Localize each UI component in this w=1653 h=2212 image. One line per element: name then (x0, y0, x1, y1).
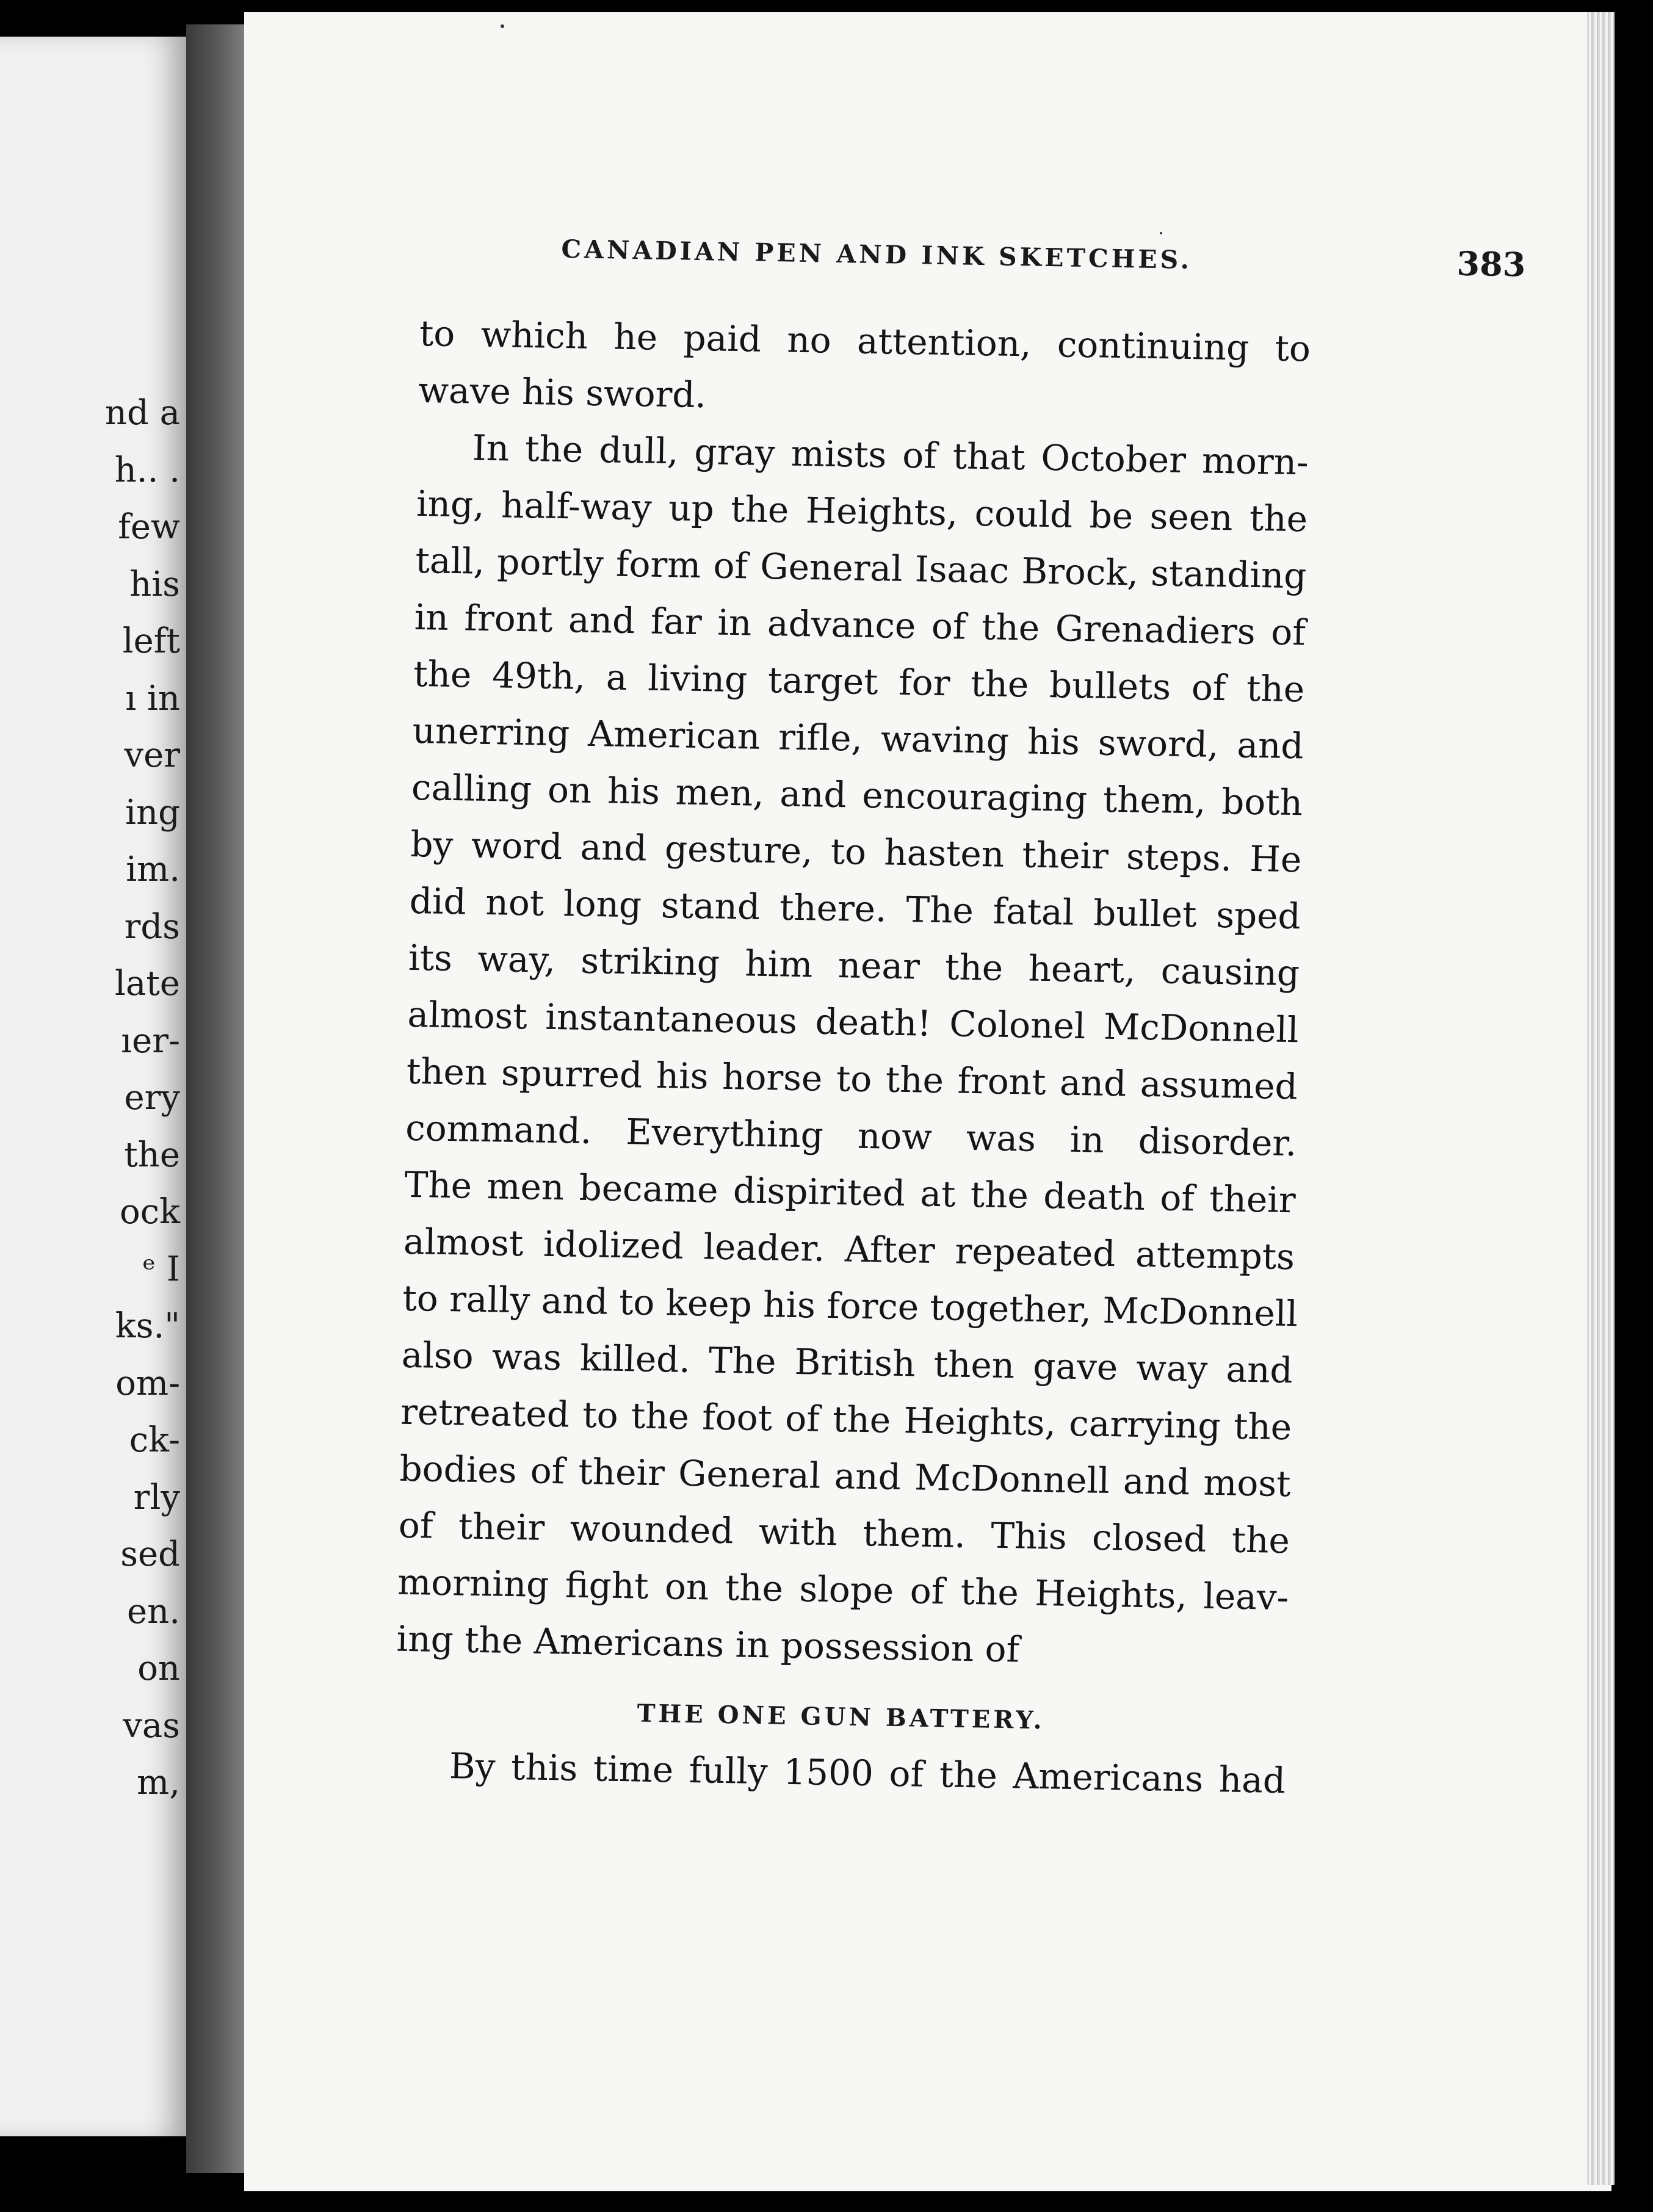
facing-line: ı in (125, 678, 180, 718)
facing-line: on (137, 1649, 180, 1688)
facing-line: his (129, 564, 180, 604)
facing-page-left (0, 37, 186, 2136)
text-line: also was killed. The British then gave way and (401, 1334, 1293, 1392)
running-title: CANADIAN PEN AND INK SKETCHES. (561, 234, 1193, 275)
facing-line: ck- (129, 1420, 180, 1460)
text-line: tall, portly form of General Isaac Brock, standing (415, 539, 1307, 597)
text-line: almost idolized leader. After repeated attempts (403, 1220, 1295, 1278)
text-line: ing, half-way up the Heights, could be seen the (416, 482, 1308, 540)
section-heading: THE ONE GUN BATTERY. (637, 1699, 1045, 1735)
text-line: By this time fully 1500 of the Americans had (449, 1745, 1286, 1802)
facing-page-text (9, 385, 180, 1812)
facing-line: left (122, 621, 180, 661)
text-line: wave his sword. (418, 369, 707, 416)
text-line: did not long stand there. The fatal bullet sped (409, 880, 1301, 938)
text-line: In the dull, gray mists of that October morn- (472, 427, 1309, 483)
text-line: almost instantaneous death! Colonel McDonnell (407, 993, 1299, 1051)
paragraph-2 (396, 419, 1577, 1688)
facing-line: rds (124, 906, 180, 947)
facing-line: few (118, 507, 180, 547)
text-line: bodies of their General and McDonnell and most (399, 1447, 1292, 1505)
text-line: the 49th, a living target for the bullets of the (413, 652, 1305, 710)
facing-line: vas (123, 1705, 180, 1746)
facing-line: im. (126, 850, 180, 889)
facing-line: ks." (115, 1306, 180, 1346)
facing-line: ᵉ I (142, 1249, 180, 1289)
text-line: calling on his men, and encouraging them, both (411, 766, 1303, 824)
text-line: retreated to the foot of the Heights, carrying the (400, 1390, 1292, 1448)
text-line: ing the Americans in possession of (396, 1617, 1020, 1671)
scan-speck (501, 24, 504, 28)
text-line: morning fight on the slope of the Heights, leav- (397, 1561, 1289, 1619)
facing-line: ery (124, 1078, 180, 1118)
facing-line: ock (119, 1192, 180, 1232)
facing-line: en. (126, 1591, 180, 1632)
text-line: The men became dispirited at the death of their (404, 1163, 1297, 1221)
facing-line: ıer- (121, 1021, 180, 1061)
facing-line: the (124, 1135, 180, 1175)
text-line: by word and gesture, to hasten their steps. He (410, 823, 1302, 881)
facing-line: sed (120, 1534, 180, 1574)
text-line: unerring American rifle, waving his sword, and (412, 709, 1304, 767)
text-line: to which he paid no attention, continuing to (419, 312, 1311, 370)
paragraph-1 (418, 305, 1580, 439)
facing-line: om- (115, 1363, 180, 1403)
page-content (394, 232, 1580, 1814)
facing-line: m, (137, 1763, 180, 1802)
facing-line: rly (133, 1477, 180, 1517)
paragraph-3 (394, 1737, 1554, 1814)
facing-line: nd a (104, 393, 180, 433)
text-line: to rally and to keep his force together, McDonnell (402, 1277, 1298, 1335)
page-number: 383 (1456, 244, 1526, 284)
text-line: command. Everything now was in disorder. (405, 1107, 1297, 1165)
facing-line: late (115, 964, 180, 1003)
facing-line: h.. . (114, 450, 180, 490)
main-page-right (244, 12, 1611, 2191)
text-line: of their wounded with them. This closed the (398, 1504, 1290, 1562)
text-line: in front and far in advance of the Grenadiers of (414, 596, 1306, 654)
scan-speck (1160, 232, 1162, 234)
page-stack-edge (1587, 12, 1615, 2185)
text-line: then spurred his horse to the front and assumed (406, 1050, 1298, 1108)
facing-line: ver (124, 736, 180, 775)
text-line: its way, striking him near the heart, causing (408, 936, 1300, 994)
facing-line: ing (125, 792, 180, 833)
